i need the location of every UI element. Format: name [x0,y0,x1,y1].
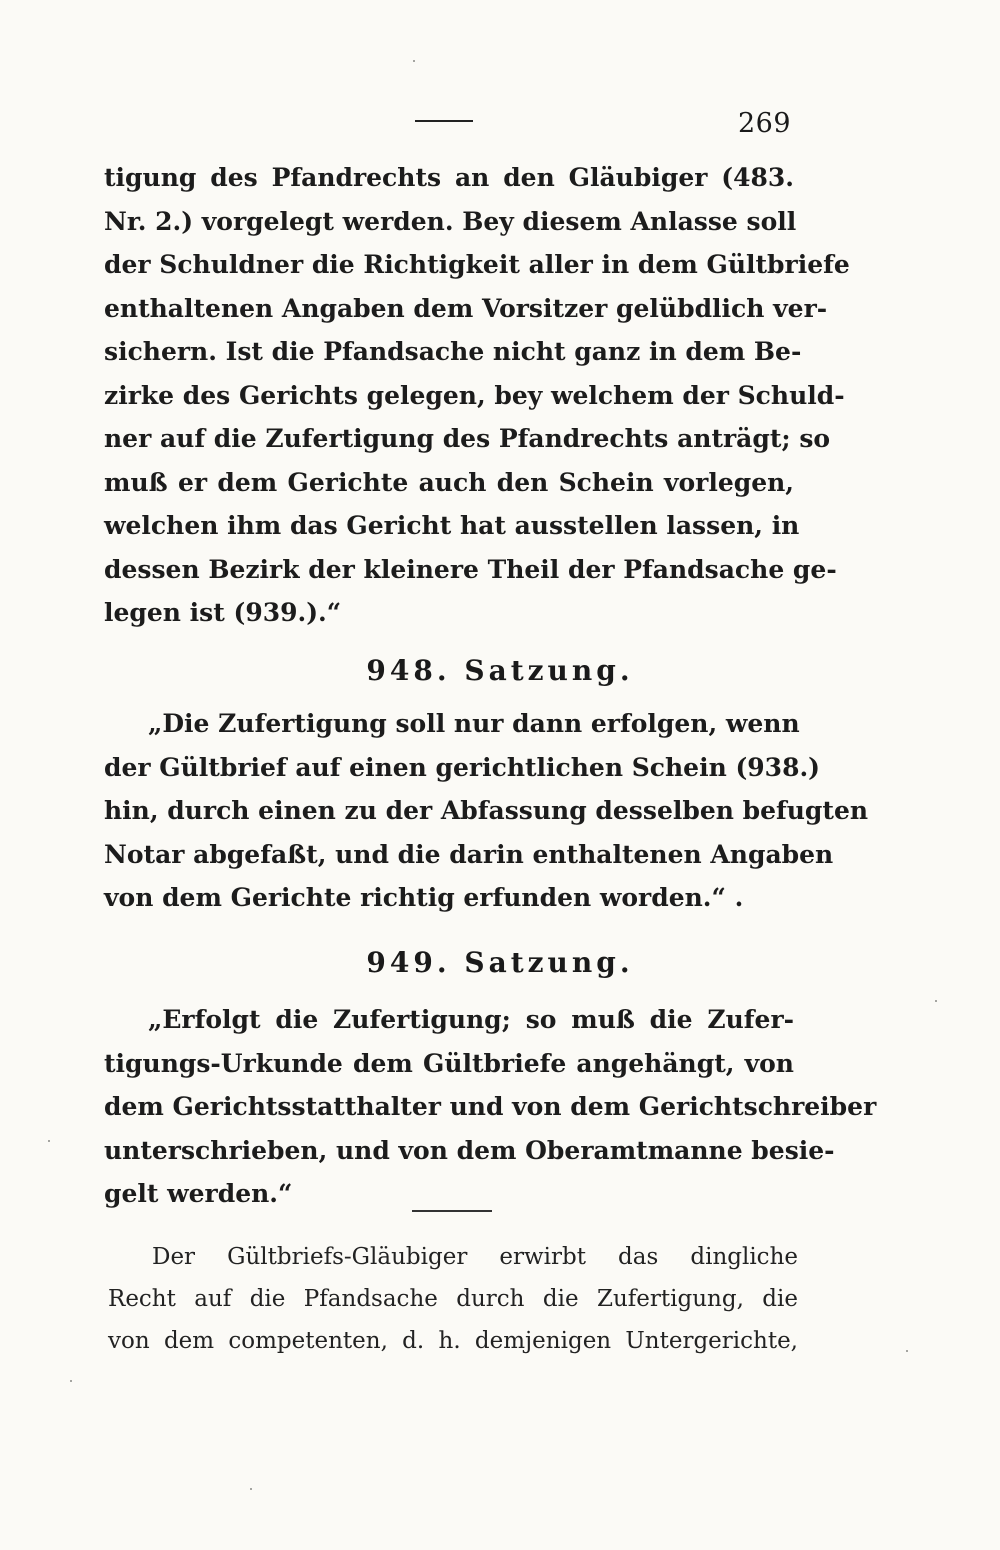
text-line: der Schuldner die Richtigkeit aller in dem Gültbriefe [104,250,850,279]
text-line: muß er dem Gerichte auch den Schein vorlegen, [104,467,794,497]
text-line: ner auf die Zufertigung des Pfandrechts anträgt; so [104,424,831,453]
text-line: Notar abgefaßt, und die darin enthaltenen Angaben [104,839,834,869]
text-line: „Erfolgt die Zufertigung; so muß die Zufer- [148,1005,794,1034]
paper-speck [48,1140,50,1142]
text-line: unterschrieben, und von dem Oberamtmanne besie- [104,1135,835,1165]
text-line: von dem Gerichte richtig erfunden worden.“ . [104,883,744,912]
paper-speck [70,1380,72,1382]
section-949-paragraph [104,998,877,1216]
section-heading-949: 949. Satzung. [366,946,634,979]
paper-speck [250,1488,252,1490]
text-line: dem Gerichtsstatthalter und von dem Gerichtschreiber [104,1092,877,1121]
paper-speck [906,1350,908,1352]
page-number: 269 [738,108,792,139]
text-line: von dem competenten, d. h. demjenigen Untergerichte, [108,1328,798,1354]
section-heading-948: 948. Satzung. [366,654,634,687]
paper-speck [935,1000,937,1002]
text-line: Der Gültbriefs-Gläubiger erwirbt das dingliche [152,1244,798,1270]
header-rule [415,120,473,122]
commentary-paragraph [108,1236,798,1362]
text-line: tigungs-Urkunde dem Gültbriefe angehängt, von [104,1048,794,1078]
text-line: enthaltenen Angaben dem Vorsitzer gelübdlich ver- [104,293,828,323]
text-line: der Gültbrief auf einen gerichtlichen Schein (938.) [104,752,821,782]
section-divider-rule [412,1210,492,1212]
continuation-paragraph [104,156,850,635]
text-line: legen ist (939.).“ [104,598,342,627]
text-line: welchen ihm das Gericht hat ausstellen lassen, in [104,511,800,540]
text-line: Recht auf die Pfandsache durch die Zufertigung, die [108,1286,798,1312]
text-line: Nr. 2.) vorgelegt werden. Bey diesem Anlasse soll [104,206,797,236]
text-line: zirke des Gerichts gelegen, bey welchem der Schuld- [104,380,845,410]
text-line: gelt werden.“ [104,1179,293,1208]
text-line: hin, durch einen zu der Abfassung desselben befugten [104,796,869,825]
paper-speck [413,60,415,62]
text-line: tigung des Pfandrechts an den Gläubiger (483. [104,163,794,192]
text-line: sichern. Ist die Pfandsache nicht ganz in dem Be- [104,337,802,366]
section-948-paragraph [104,702,869,920]
text-line: „Die Zufertigung soll nur dann erfolgen, wenn [148,709,800,738]
text-line: dessen Bezirk der kleinere Theil der Pfandsache ge- [104,554,837,584]
